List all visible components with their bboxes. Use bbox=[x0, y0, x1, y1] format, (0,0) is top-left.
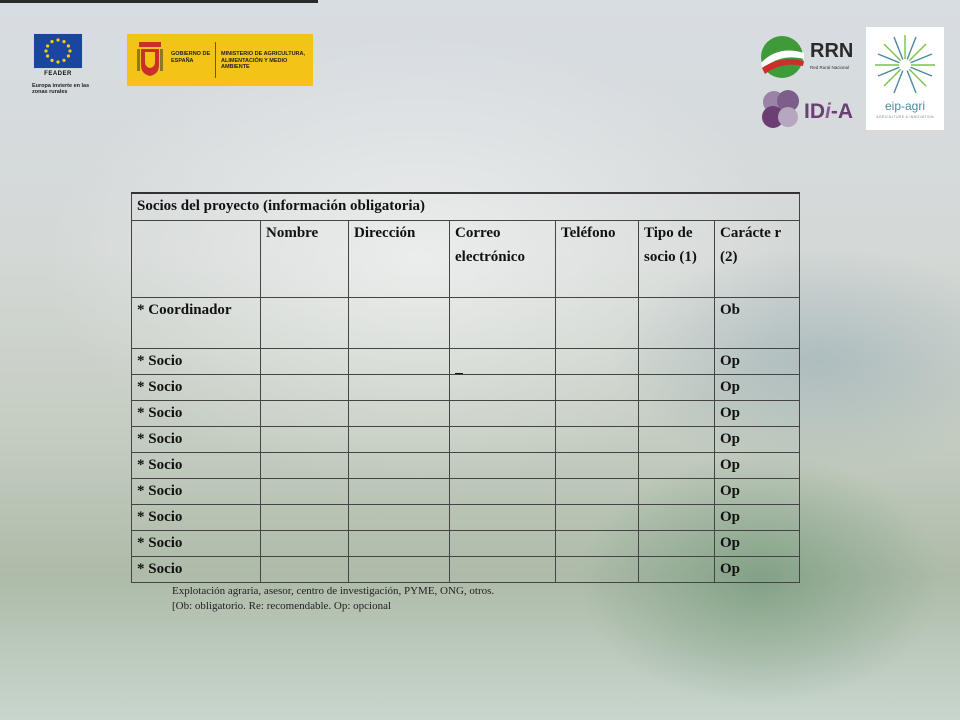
table-row bbox=[132, 557, 800, 583]
table-row bbox=[132, 479, 800, 505]
cell-input[interactable] bbox=[261, 505, 349, 531]
cell-input[interactable] bbox=[261, 298, 349, 349]
table-header-row bbox=[132, 221, 800, 298]
footnotes bbox=[172, 584, 494, 614]
partner-character: Op bbox=[715, 453, 800, 479]
header-direccion: Dirección bbox=[349, 221, 450, 298]
cell-input[interactable] bbox=[556, 401, 639, 427]
table-row bbox=[132, 349, 800, 375]
partner-role: * Socio bbox=[132, 427, 261, 453]
cell-input[interactable] bbox=[349, 531, 450, 557]
cell-input[interactable] bbox=[261, 531, 349, 557]
cell-input[interactable] bbox=[261, 349, 349, 375]
cell-input[interactable] bbox=[556, 453, 639, 479]
eip-burst-icon bbox=[866, 27, 944, 99]
cell-input[interactable] bbox=[261, 479, 349, 505]
table-title-row bbox=[132, 193, 800, 221]
table-row bbox=[132, 427, 800, 453]
partner-role: * Socio bbox=[132, 479, 261, 505]
stray-dash bbox=[455, 373, 463, 374]
partners-table bbox=[131, 192, 800, 583]
cell-input[interactable] bbox=[349, 298, 450, 349]
header-empty bbox=[132, 221, 261, 298]
cell-input[interactable] bbox=[450, 557, 556, 583]
partner-character: Op bbox=[715, 375, 800, 401]
cell-input[interactable] bbox=[349, 349, 450, 375]
cell-input[interactable] bbox=[261, 453, 349, 479]
cell-input[interactable] bbox=[556, 375, 639, 401]
idia-title bbox=[804, 100, 853, 124]
eip-title: eip-agri bbox=[884, 99, 926, 113]
partner-character: Op bbox=[715, 479, 800, 505]
coordinator-role: * Coordinador bbox=[132, 298, 261, 349]
ministry-name: MINISTERIO DE AGRICULTURA, ALIMENTACIÓN Y MEDIO AMBIENTE bbox=[221, 51, 306, 70]
coat-of-arms-icon bbox=[136, 40, 164, 80]
table-title: Socios del proyecto (información obligatoria) bbox=[132, 193, 800, 221]
idia-suffix: -A bbox=[830, 100, 854, 123]
eu-caption: Europa invierte en las zonas rurales bbox=[32, 83, 90, 95]
partner-role: * Socio bbox=[132, 375, 261, 401]
cell-input[interactable] bbox=[556, 505, 639, 531]
table-row bbox=[132, 453, 800, 479]
rrn-title: RRN bbox=[810, 40, 854, 62]
rrn-subtitle: Red Rural Nacional bbox=[810, 65, 850, 70]
cell-input[interactable] bbox=[349, 557, 450, 583]
cell-input[interactable] bbox=[450, 298, 556, 349]
cell-input[interactable] bbox=[349, 375, 450, 401]
cell-input[interactable] bbox=[556, 298, 639, 349]
header-nombre: Nombre bbox=[261, 221, 349, 298]
partner-role: * Socio bbox=[132, 349, 261, 375]
cell-input[interactable] bbox=[639, 427, 715, 453]
eu-feader-label: FEADER bbox=[44, 71, 72, 77]
cell-input[interactable] bbox=[639, 505, 715, 531]
partner-role: * Socio bbox=[132, 531, 261, 557]
idia-clover-icon bbox=[760, 88, 804, 132]
cell-input[interactable] bbox=[450, 349, 556, 375]
cell-input[interactable] bbox=[450, 531, 556, 557]
eip-subtitle: AGRICULTURE & INNOVATION bbox=[876, 115, 934, 119]
partner-character: Op bbox=[715, 531, 800, 557]
gobierno-espana-logo bbox=[127, 34, 313, 86]
cell-input[interactable] bbox=[450, 453, 556, 479]
cell-input[interactable] bbox=[261, 557, 349, 583]
cell-input[interactable] bbox=[450, 401, 556, 427]
cell-input[interactable] bbox=[261, 375, 349, 401]
cell-input[interactable] bbox=[639, 401, 715, 427]
cell-input[interactable] bbox=[450, 375, 556, 401]
cell-input[interactable] bbox=[639, 453, 715, 479]
cell-input[interactable] bbox=[639, 531, 715, 557]
partner-character: Op bbox=[715, 349, 800, 375]
cell-input[interactable] bbox=[349, 401, 450, 427]
footnote-2: [Ob: obligatorio. Re: recomendable. Op: opcional bbox=[172, 600, 392, 612]
partner-role: * Socio bbox=[132, 401, 261, 427]
table-row bbox=[132, 401, 800, 427]
header-telefono: Teléfono bbox=[556, 221, 639, 298]
cell-input[interactable] bbox=[450, 479, 556, 505]
eu-flag-icon bbox=[33, 33, 83, 69]
cell-input[interactable] bbox=[450, 427, 556, 453]
cell-input[interactable] bbox=[639, 557, 715, 583]
partner-character: Op bbox=[715, 505, 800, 531]
cell-input[interactable] bbox=[639, 375, 715, 401]
cell-input[interactable] bbox=[349, 479, 450, 505]
cell-input[interactable] bbox=[349, 427, 450, 453]
header-correo: Correo electrónico bbox=[450, 221, 556, 298]
cell-input[interactable] bbox=[639, 479, 715, 505]
table-row bbox=[132, 375, 800, 401]
cell-input[interactable] bbox=[556, 531, 639, 557]
table-row bbox=[132, 531, 800, 557]
header-caracter: Carácte r (2) bbox=[715, 221, 800, 298]
cell-input[interactable] bbox=[450, 505, 556, 531]
table-row-coordinator bbox=[132, 298, 800, 349]
cell-input[interactable] bbox=[349, 453, 450, 479]
idia-i: i bbox=[825, 100, 831, 123]
cell-input[interactable] bbox=[639, 349, 715, 375]
cell-input[interactable] bbox=[556, 427, 639, 453]
cell-input[interactable] bbox=[639, 298, 715, 349]
idia-logo bbox=[760, 88, 860, 133]
rrn-logo bbox=[758, 33, 858, 81]
cell-input[interactable] bbox=[556, 479, 639, 505]
cell-input[interactable] bbox=[556, 557, 639, 583]
eip-agri-logo bbox=[866, 27, 944, 130]
top-rule bbox=[0, 0, 318, 3]
gov-separator bbox=[215, 42, 216, 78]
header-tipo-socio: Tipo de socio (1) bbox=[639, 221, 715, 298]
cell-input[interactable] bbox=[261, 401, 349, 427]
rrn-swoosh-icon bbox=[758, 33, 808, 79]
cell-input[interactable] bbox=[556, 349, 639, 375]
partner-role: * Socio bbox=[132, 505, 261, 531]
coordinator-character: Ob bbox=[715, 298, 800, 349]
cell-input[interactable] bbox=[261, 427, 349, 453]
partner-character: Op bbox=[715, 557, 800, 583]
footnote-1: Explotación agraria, asesor, centro de investigación, PYME, ONG, otros. bbox=[172, 585, 495, 597]
partner-character: Op bbox=[715, 427, 800, 453]
table-row bbox=[132, 505, 800, 531]
partner-role: * Socio bbox=[132, 557, 261, 583]
partner-role: * Socio bbox=[132, 453, 261, 479]
idia-prefix: ID bbox=[804, 100, 825, 123]
cell-input[interactable] bbox=[349, 505, 450, 531]
gov-name: GOBIERNO DE ESPAÑA bbox=[171, 51, 211, 64]
partner-character: Op bbox=[715, 401, 800, 427]
